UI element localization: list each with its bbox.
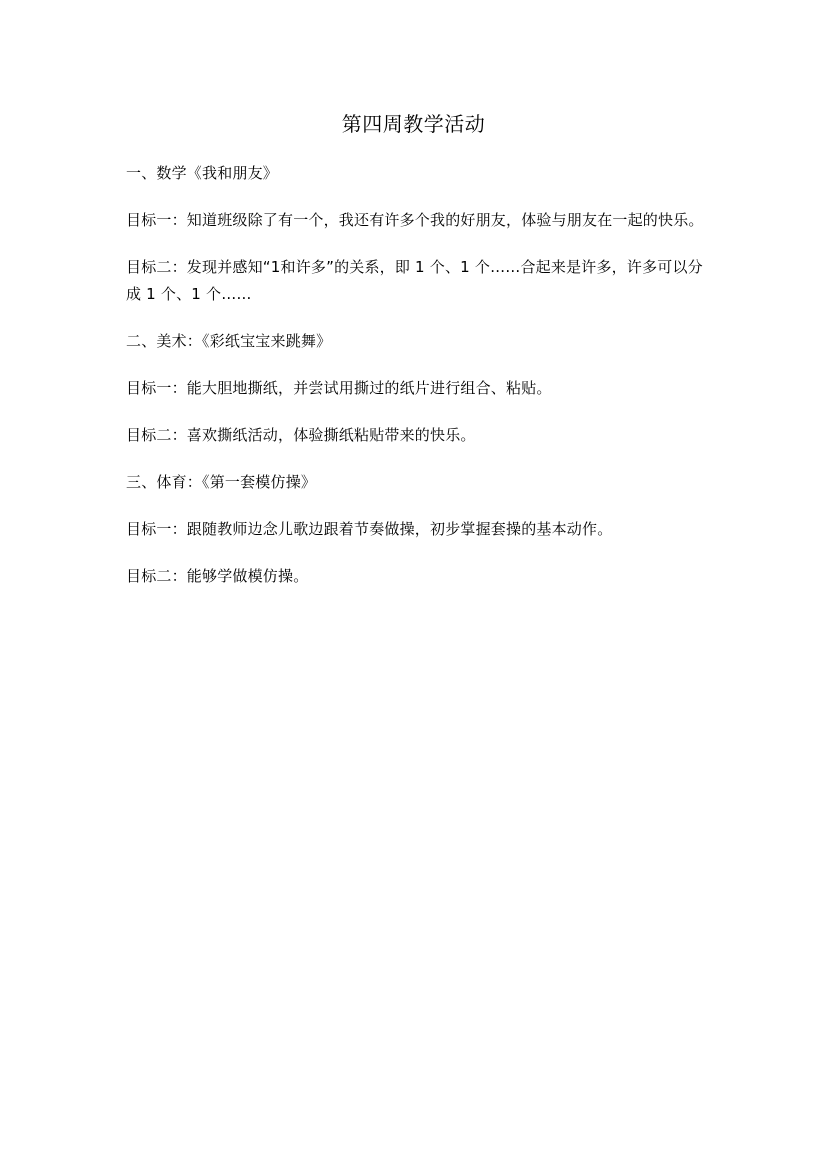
- math-goal-1: 目标一：知道班级除了有一个，我还有许多个我的好朋友，体验与朋友在一起的快乐。: [126, 211, 704, 229]
- document-body: [126, 160, 704, 610]
- section-heading-art: 二、美术：《彩纸宝宝来跳舞》: [126, 332, 332, 350]
- section-heading-math: 一、数学《我和朋友》: [126, 164, 279, 182]
- section-heading-pe: 三、体育：《第一套模仿操》: [126, 473, 317, 491]
- art-goal-2: 目标二：喜欢撕纸活动，体验撕纸粘贴带来的快乐。: [126, 426, 476, 444]
- pe-goal-1: 目标一：跟随教师边念儿歌边跟着节奏做操，初步掌握套操的基本动作。: [126, 520, 613, 538]
- page-title: 第四周教学活动: [341, 112, 486, 136]
- math-goal-2: 目标二：发现并感知“1和许多”的关系，即 1 个、1 个……合起来是许多，许多可以分成 1 个、1 个……: [126, 258, 703, 303]
- pe-goal-2: 目标二：能够学做模仿操。: [126, 567, 309, 585]
- art-goal-1: 目标一：能大胆地撕纸，并尝试用撕过的纸片进行组合、粘贴。: [126, 379, 552, 397]
